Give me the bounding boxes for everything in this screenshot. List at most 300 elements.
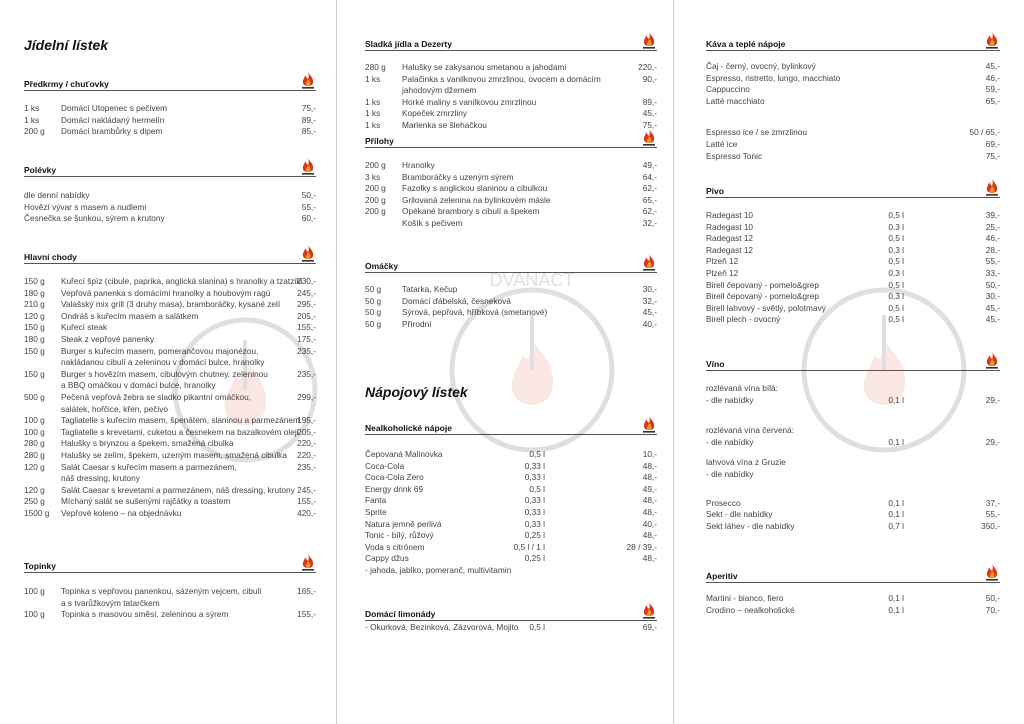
item-quantity: 210 g (24, 299, 45, 310)
section-header-vino (706, 354, 1000, 371)
section-header-nealko (365, 418, 657, 435)
item-name: Radegast 10 (706, 210, 754, 220)
item-price: 60,- (301, 213, 316, 224)
item-name: Radegast 10 (706, 221, 754, 232)
menu-item (365, 449, 657, 461)
menu-item (706, 314, 1000, 326)
item-name: Latté ice (706, 139, 738, 149)
item-price: 89,- (301, 114, 316, 125)
item-name: Espresso Tonic (706, 150, 763, 161)
menu-item (365, 74, 657, 97)
menu-item (706, 383, 1000, 395)
item-price: 90,- (642, 73, 657, 84)
item-name: Sekt láhev - dle nabídky (706, 520, 795, 531)
item-price: 70,- (985, 604, 1000, 615)
section-header-topinky (24, 556, 316, 573)
item-price: 64,- (642, 171, 657, 182)
item-name: Birell čepovaný - pomelo&grep (706, 279, 819, 290)
item-name: Tagliatelle s krevetami, cuketou a česnekem na bazalkovém oleji (61, 426, 299, 437)
item-name: Domácí brambůrky s dipem (61, 126, 163, 137)
item-name: Topinka s masovou směsí, zeleninou a sýrem (61, 609, 229, 620)
item-price: 46,- (985, 233, 1000, 244)
item-name: Radegast 12 (706, 244, 754, 255)
item-name: rozlévaná vína červená: (706, 425, 795, 436)
menu-item (365, 622, 657, 634)
menu-item (706, 291, 1000, 303)
menu-item (24, 438, 316, 450)
menu-item (365, 553, 657, 565)
menu-item (24, 427, 316, 439)
item-price: 48,- (642, 530, 657, 541)
item-price: 245,- (297, 287, 316, 298)
item-price: 59,- (985, 84, 1000, 95)
item-quantity: 200 g (365, 160, 386, 170)
section-header-limonady (365, 604, 657, 621)
item-quantity: 150 g (24, 345, 45, 356)
section-title: Víno (706, 359, 725, 369)
item-volume: 0,3 l (888, 268, 904, 278)
section-title: Sladká jídla a Dezerty (365, 39, 452, 49)
item-price: 48,- (642, 495, 657, 506)
menu-item (24, 288, 316, 300)
menu-item (24, 415, 316, 427)
item-price: 85,- (301, 126, 316, 137)
desserts-drinks-column (337, 0, 674, 724)
drinks-title: Nápojový lístek (365, 384, 468, 400)
item-volume: 0,3 l (888, 291, 904, 302)
item-name: Palačinka s vanilkovou zmrzlinou, ovocem a domácím (402, 73, 601, 84)
item-quantity: 120 g (24, 461, 45, 472)
menu-item (365, 195, 657, 207)
item-name: Halušky se zelím, špekem, uzeným masem, smažená cibulka (61, 450, 287, 460)
item-name: Sýrová, pepřová, hříbková (smetanové) (402, 307, 548, 318)
item-quantity: 1 ks (365, 108, 381, 119)
menu-item (706, 469, 1000, 481)
section-header-sladka (365, 34, 657, 51)
menu-item (706, 210, 1000, 222)
item-volume: 0,5 l (888, 256, 904, 267)
item-quantity: 100 g (24, 415, 45, 426)
item-name: Vepřové koleno – na objednávku (61, 508, 182, 518)
section-header-aperitiv (706, 566, 1000, 583)
item-quantity: 50 g (365, 284, 382, 294)
item-price: 350,- (981, 520, 1000, 531)
item-price: 155,- (297, 609, 316, 620)
item-volume: 0,1 l (888, 394, 904, 405)
flame-icon (300, 553, 316, 571)
menu-item (24, 202, 316, 214)
menu-item (365, 530, 657, 542)
item-price: 75,- (301, 103, 316, 113)
menu-item (365, 565, 657, 577)
item-name: Halušky s brynzou a špekem, smažená cibulka (61, 438, 234, 449)
menu-item (24, 213, 316, 225)
item-price: 10,- (642, 449, 657, 459)
menu-item (24, 369, 316, 392)
menu-item (706, 222, 1000, 234)
item-name: - jahoda, jablko, pomeranč, multivitamin (365, 565, 512, 575)
item-name: Míchaný salát se sušenými rajčátky a toastem (61, 496, 231, 507)
menu-item (24, 496, 316, 508)
item-price: 62,- (642, 206, 657, 217)
section-title: Aperitiv (706, 571, 738, 581)
item-name: Tagliatelle s kuřecím masem, špenátem, slaninou a parmezánem (61, 415, 300, 426)
menu-item (365, 172, 657, 184)
item-name: Martini - bianco, fiero (706, 593, 784, 603)
item-price: 65,- (985, 95, 1000, 106)
flame-icon (641, 31, 657, 49)
item-volume: 0,1 l (888, 604, 904, 615)
item-price: 48,- (642, 460, 657, 471)
item-price: 40,- (642, 518, 657, 529)
menu-item (365, 97, 657, 109)
item-name: Cappuccino (706, 84, 750, 95)
item-name: Kuřecí špíz (cibule, paprika, anglická slanina) s hranolky a tzatziki (61, 276, 303, 286)
item-quantity: 1500 g (24, 508, 50, 518)
section-title: Káva a teplé nápoje (706, 39, 786, 49)
section-header-omacky (365, 256, 657, 273)
menu-item (24, 334, 316, 346)
menu-item (24, 462, 316, 485)
menu-item (24, 586, 316, 609)
drinks-column (674, 0, 1024, 724)
item-name: rozlévaná vína bílá: (706, 383, 778, 393)
item-name: Marlenka se šlehačkou (402, 120, 487, 130)
item-price: 420,- (297, 508, 316, 518)
item-name: Hovězí vývar s masem a nudlemi (24, 201, 147, 212)
flame-icon (984, 351, 1000, 369)
menu-item (706, 437, 1000, 449)
menu-item (706, 457, 1000, 469)
item-price: 55,- (301, 201, 316, 212)
item-volume: 0,33 l (524, 472, 545, 483)
menu-item (365, 495, 657, 507)
item-volume: 0,1 l (888, 593, 904, 603)
item-quantity: 150 g (24, 368, 45, 379)
item-volume: 0,5 l (529, 483, 545, 494)
item-price: 235,- (297, 368, 316, 379)
item-name: - dle nabídky (706, 469, 754, 479)
item-price: 69,- (985, 139, 1000, 149)
item-name: Voda s citrónem (365, 541, 425, 552)
item-volume: 0,3 l (888, 221, 904, 232)
menu-item (365, 542, 657, 554)
item-price: 299,- (297, 392, 316, 402)
item-name: Cappy džus (365, 553, 409, 564)
menu-item (24, 103, 316, 115)
item-quantity: 50 g (365, 318, 382, 329)
item-price: 45,- (642, 307, 657, 318)
menu-item (706, 245, 1000, 257)
menu-item (706, 73, 1000, 85)
item-price: 155,- (297, 322, 316, 333)
item-volume: 0,5 l (888, 279, 904, 290)
item-quantity: 120 g (24, 310, 45, 321)
item-volume: 0,25 l (524, 530, 545, 541)
menu-item (24, 115, 316, 127)
flame-icon (300, 71, 316, 89)
item-price: 230,- (297, 276, 316, 286)
item-name: Tonic - bílý, růžový (365, 530, 434, 541)
item-name: Natura jemně perlivá (365, 518, 442, 529)
item-name: Radegast 12 (706, 233, 754, 244)
section-title: Předkrmy / chuťovky (24, 79, 109, 89)
flame-icon (641, 601, 657, 619)
menu-item (706, 593, 1000, 605)
item-price: 48,- (642, 553, 657, 564)
item-name: Prosecco (706, 497, 741, 508)
item-volume: 0,5 l (888, 302, 904, 313)
item-name: Kuřecí steak (61, 322, 108, 333)
item-price: 295,- (297, 299, 316, 310)
item-volume: 0,5 l / 1 l (513, 541, 545, 552)
item-price: 62,- (642, 183, 657, 194)
item-quantity: 1 ks (365, 96, 381, 107)
item-name: Burger s hovězím masem, cibulovým chutney, zeleninou (61, 368, 268, 379)
item-name: Opékané brambory s cibulí a špekem (402, 206, 540, 217)
item-price: 29,- (985, 394, 1000, 405)
item-quantity: 150 g (24, 276, 45, 286)
item-name: Energy drink 69 (365, 483, 424, 494)
item-price: 220,- (638, 62, 657, 72)
item-quantity: 280 g (24, 450, 45, 460)
item-name: a s tvarůžkovým tatarčkem (61, 597, 160, 608)
item-price: 50,- (985, 279, 1000, 290)
item-quantity: 200 g (24, 126, 45, 137)
item-price: 40,- (642, 318, 657, 329)
item-name: - Okurková, Bezinková, Zázvorová, Mojito (365, 622, 519, 632)
section-title: Omáčky (365, 261, 399, 271)
menu-item (706, 280, 1000, 292)
menu-item (365, 319, 657, 331)
item-price: 48,- (642, 472, 657, 483)
item-price: 165,- (297, 586, 316, 596)
menu-item (24, 485, 316, 497)
item-price: 45,- (985, 61, 1000, 71)
menu-item (365, 206, 657, 218)
item-price: 28 / 39,- (626, 541, 657, 552)
menu-item (706, 395, 1000, 407)
item-name: Sprite (365, 507, 387, 517)
section-title: Polévky (24, 165, 57, 175)
menu-item (365, 108, 657, 120)
item-quantity: 1 ks (365, 120, 381, 130)
item-name: a BBQ omáčkou v domácí bulce, hranolky (61, 380, 216, 391)
item-name: Birell plech - ovocný (706, 314, 781, 325)
item-volume: 0,1 l (888, 509, 904, 520)
menu-item (365, 461, 657, 473)
menu-item (24, 346, 316, 369)
item-quantity: 280 g (24, 438, 45, 449)
item-name: Domácí ďábelská, česneková (402, 295, 511, 306)
item-name: Coca-Cola (365, 460, 405, 471)
item-name: Bramboráčky s uzeným sýrem (402, 171, 514, 182)
section-title: Topinky (24, 561, 56, 571)
item-price: 205,- (297, 310, 316, 321)
menu-item (706, 521, 1000, 533)
item-name: Birell lahvový - světlý, polotmavý (706, 302, 826, 313)
item-name: Ondráš s kuřecím masem a salátkem (61, 310, 199, 321)
item-quantity: 100 g (24, 426, 45, 437)
item-price: 46,- (985, 72, 1000, 83)
item-price: 33,- (985, 268, 1000, 278)
item-price: 45,- (985, 302, 1000, 313)
item-name: Domácí Utopenec s pečivem (61, 103, 168, 113)
menu-item (706, 127, 1000, 139)
item-price: 50,- (985, 593, 1000, 603)
menu-item (706, 425, 1000, 437)
item-price: 65,- (642, 194, 657, 205)
menu-item (706, 605, 1000, 617)
flame-icon (300, 157, 316, 175)
item-name: Čepovaná Malinovka (365, 449, 443, 459)
item-quantity: 3 ks (365, 171, 381, 182)
item-quantity: 250 g (24, 496, 45, 507)
item-price: 55,- (985, 256, 1000, 267)
item-price: 45,- (642, 108, 657, 119)
menu-item (24, 609, 316, 621)
menu-item (706, 498, 1000, 510)
item-name: Košík s pečivem (402, 218, 463, 228)
item-volume: 0,7 l (888, 520, 904, 531)
section-title: Pivo (706, 186, 724, 196)
item-name: Fanta (365, 495, 387, 506)
flame-icon (641, 415, 657, 433)
flame-icon (641, 253, 657, 271)
item-quantity: 1 ks (24, 114, 40, 125)
item-quantity: 280 g (365, 62, 386, 72)
item-price: 45,- (985, 314, 1000, 325)
item-name: Česnečka se šunkou, sýrem a krutony (24, 213, 165, 224)
item-quantity: 500 g (24, 392, 45, 402)
item-name: Steak z vepřové panenky (61, 334, 155, 344)
item-quantity: 200 g (365, 183, 386, 194)
item-volume: 0,5 l (888, 210, 904, 220)
item-name: jahodovým džemem (402, 85, 477, 96)
item-name: náš dressing, krutony (61, 473, 140, 484)
menu-item (365, 160, 657, 172)
item-price: 29,- (985, 436, 1000, 447)
menu-item (706, 151, 1000, 163)
item-name: Grilovaná zelenina na bylinkovém másle (402, 194, 551, 205)
item-price: 48,- (642, 507, 657, 517)
menu-item (24, 190, 316, 202)
flame-icon (984, 563, 1000, 581)
menu-item (706, 268, 1000, 280)
section-header-prilohy (365, 131, 657, 148)
item-name: Salát Caesar s kuřecím masem a parmezánem, (61, 461, 237, 472)
item-price: 205,- (297, 426, 316, 437)
item-name: Plzeň 12 (706, 268, 739, 278)
section-title: Hlavní chody (24, 252, 77, 262)
item-name: lahvová vína z Gruzie (706, 457, 786, 468)
item-name: Coca-Cola Zero (365, 472, 424, 483)
item-volume: 0,33 l (524, 518, 545, 529)
item-name: Topinka s vepřovou panenkou, sázeným vejcem, cibulí (61, 586, 262, 596)
item-price: 49,- (642, 160, 657, 170)
menu-item (365, 507, 657, 519)
item-price: 235,- (297, 461, 316, 472)
section-title: Domácí limonády (365, 609, 436, 619)
item-price: 49,- (642, 483, 657, 494)
item-volume: 0,33 l (524, 495, 545, 506)
item-name: Tatarka, Kečup (402, 284, 458, 294)
item-quantity: 200 g (365, 206, 386, 217)
menu-item (365, 218, 657, 230)
item-name: - dle nabídky (706, 436, 754, 447)
menu-title: Jídelní lístek (24, 37, 109, 53)
item-price: 245,- (297, 484, 316, 495)
item-price: 30,- (985, 291, 1000, 302)
item-name: Burger s kuřecím masem, pomerančovou majonézou, (61, 345, 259, 356)
item-price: 89,- (642, 96, 657, 107)
section-header-kava (706, 34, 1000, 51)
item-name: Pečená vepřová žebra se sladko pikantní omáčkou, (61, 392, 252, 402)
item-quantity: 180 g (24, 287, 45, 298)
item-price: 28,- (985, 244, 1000, 255)
menu-item (706, 61, 1000, 73)
item-name: dle denní nabídky (24, 190, 90, 200)
item-name: Vepřová panenka s domácími hranolky a houbovým ragú (61, 287, 271, 298)
item-price: 69,- (642, 622, 657, 632)
item-quantity: 120 g (24, 484, 45, 495)
item-volume: 0,33 l (524, 460, 545, 471)
item-name: Crodino – nealkoholické (706, 604, 795, 615)
flame-icon (300, 244, 316, 262)
menu-item (24, 299, 316, 311)
item-volume: 0,3 l (888, 244, 904, 255)
menu-item (706, 96, 1000, 108)
menu-item (365, 472, 657, 484)
item-name: Birell čepovaný - pomelo&grep (706, 291, 819, 302)
item-name: Přírodní (402, 318, 432, 329)
section-header-predkrmy (24, 74, 316, 91)
item-price: 39,- (985, 210, 1000, 220)
item-price: 220,- (297, 450, 316, 460)
section-header-pivo (706, 181, 1000, 198)
item-name: Čaj - černý, ovocný, bylinkový (706, 61, 816, 71)
item-price: 220,- (297, 438, 316, 449)
item-name: Halušky se zakysanou smetanou a jahodami (402, 62, 567, 72)
menu-item (706, 509, 1000, 521)
item-name: Plzeň 12 (706, 256, 739, 267)
item-price: 155,- (297, 496, 316, 507)
item-price: 195,- (297, 415, 316, 426)
item-price: 25,- (985, 221, 1000, 232)
menu-item (706, 84, 1000, 96)
item-name: Sekt - dle nabídky (706, 509, 773, 520)
menu-item (365, 62, 657, 74)
section-title: Nealkoholické nápoje (365, 423, 452, 433)
menu-item (706, 233, 1000, 245)
item-volume: 0,5 l (529, 449, 545, 459)
section-title: Přílohy (365, 136, 394, 146)
item-quantity: 1 ks (24, 103, 40, 113)
item-name: Espresso ice / se zmrzlinou (706, 127, 807, 138)
item-price: 75,- (642, 120, 657, 130)
menu-item (365, 484, 657, 496)
item-name: nakládanou cibulí a zeleninou v domácí bulce, hranolky (61, 357, 265, 368)
item-quantity: 180 g (24, 334, 45, 344)
item-name: Hranolky (402, 160, 435, 170)
menu-item (706, 303, 1000, 315)
item-price: 32,- (642, 295, 657, 306)
item-volume: 0,5 l (529, 622, 545, 632)
menu-item (706, 139, 1000, 151)
item-name: Horké maliny s vanilkovou zmrzlinou (402, 96, 537, 107)
item-price: 175,- (297, 334, 316, 344)
item-name: Latté macchiato (706, 95, 765, 106)
